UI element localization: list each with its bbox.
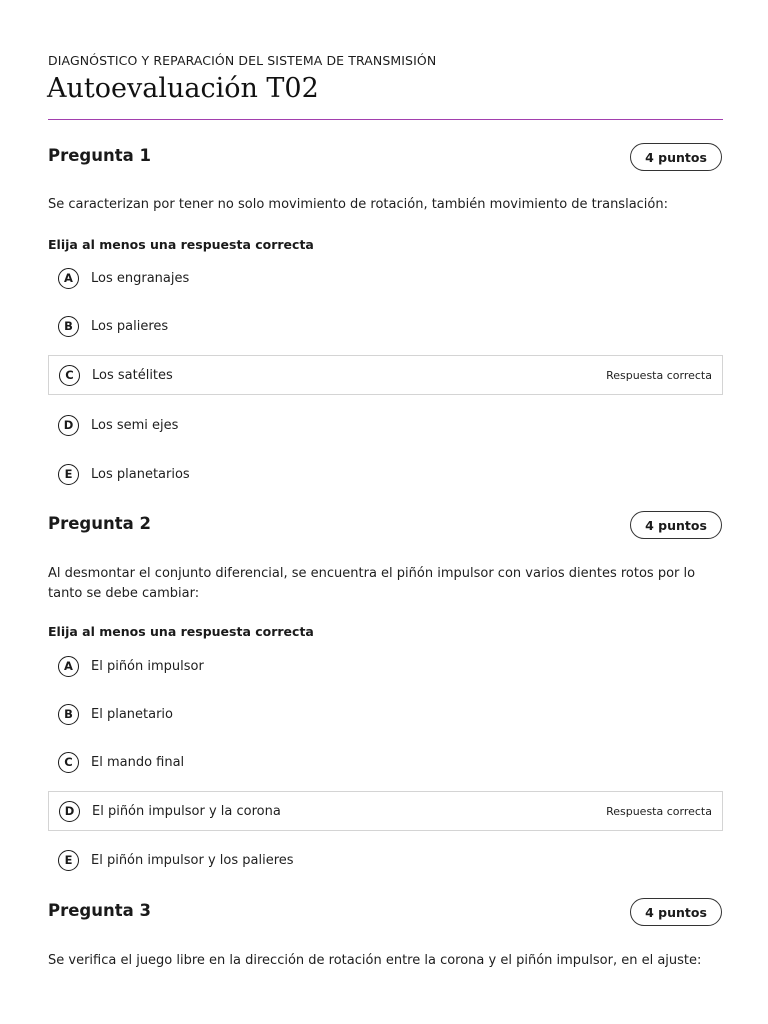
question-text: Al desmontar el conjunto diferencial, se encuentra el piñón impulsor con varios dientes rotos por lo tanto se debe cambiar:	[48, 566, 696, 601]
course-name: DIAGNÓSTICO Y REPARACIÓN DEL SISTEMA DE TRANSMISIÓN	[48, 53, 437, 68]
option-letter: C	[58, 752, 79, 773]
answer-instruction: Elija al menos una respuesta correcta	[48, 624, 314, 639]
option-label: Los satélites	[92, 367, 173, 383]
option-letter: B	[58, 704, 79, 725]
option-b[interactable]	[48, 694, 723, 734]
option-e[interactable]	[48, 454, 723, 494]
option-label: El piñón impulsor y los palieres	[91, 852, 294, 868]
option-label: El mando final	[91, 754, 185, 770]
option-label: Los planetarios	[91, 466, 190, 482]
points-badge: 4 puntos	[630, 143, 722, 171]
option-c[interactable]	[48, 355, 723, 395]
option-e[interactable]	[48, 840, 723, 880]
question-title: Pregunta 1	[48, 146, 151, 165]
question-text: Se verifica el juego libre en la dirección de rotación entre la corona y el piñón impulsor, en el ajuste:	[48, 953, 702, 968]
option-label: El piñón impulsor y la corona	[92, 803, 281, 819]
option-letter: C	[59, 365, 80, 386]
answer-instruction: Elija al menos una respuesta correcta	[48, 237, 314, 252]
page-title: Autoevaluación T02	[47, 73, 319, 104]
option-label: El planetario	[91, 706, 173, 722]
question-title: Pregunta 2	[48, 514, 151, 533]
option-a[interactable]	[48, 646, 723, 686]
option-d[interactable]	[48, 791, 723, 831]
option-c[interactable]	[48, 742, 723, 782]
option-label: Los engranajes	[91, 270, 190, 286]
question-title: Pregunta 3	[48, 901, 151, 920]
option-label: El piñón impulsor	[91, 658, 204, 674]
points-badge: 4 puntos	[630, 898, 722, 926]
points-badge: 4 puntos	[630, 511, 722, 539]
correct-answer-tag: Respuesta correcta	[606, 804, 712, 818]
option-letter: A	[58, 268, 79, 289]
option-letter: B	[58, 316, 79, 337]
option-a[interactable]	[48, 258, 723, 298]
option-d[interactable]	[48, 405, 723, 445]
option-b[interactable]	[48, 306, 723, 346]
title-divider	[48, 119, 723, 120]
correct-answer-tag: Respuesta correcta	[606, 368, 712, 382]
option-letter: E	[58, 850, 79, 871]
option-letter: E	[58, 464, 79, 485]
option-letter: D	[58, 415, 79, 436]
question-text: Se caracterizan por tener no solo movimiento de rotación, también movimiento de translación:	[48, 197, 668, 212]
option-label: Los palieres	[91, 318, 169, 334]
option-letter: A	[58, 656, 79, 677]
option-letter: D	[59, 801, 80, 822]
option-label: Los semi ejes	[91, 417, 179, 433]
